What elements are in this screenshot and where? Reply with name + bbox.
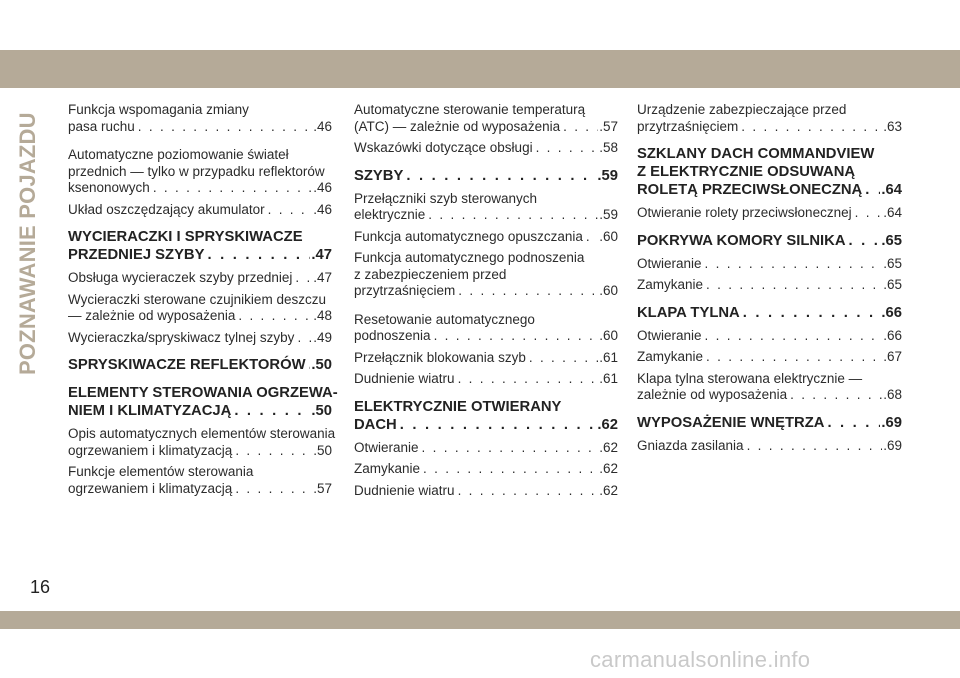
dot-leader bbox=[292, 270, 312, 287]
toc-entry-text: Z ELEKTRYCZNIE ODSUWANĄ bbox=[637, 164, 856, 180]
toc-entry-lastline bbox=[637, 277, 902, 294]
toc-entry[interactable] bbox=[354, 371, 618, 388]
toc-entry-text: Opis automatycznych elementów sterowania bbox=[68, 426, 336, 441]
toc-entry[interactable] bbox=[68, 426, 336, 459]
dot-leader bbox=[744, 438, 883, 455]
dot-leader bbox=[205, 246, 311, 264]
toc-entry-title: elektrycznie bbox=[354, 207, 426, 222]
toc-page-ref: .57 bbox=[599, 118, 618, 134]
toc-entry-lastline bbox=[637, 232, 902, 250]
toc-entry-text: Wycieraczki sterowane czujnikiem deszczu bbox=[68, 291, 326, 307]
toc-entry-lastline bbox=[354, 461, 618, 478]
watermark: carmanualsonline.info bbox=[590, 647, 811, 672]
dot-leader bbox=[738, 119, 882, 136]
toc-entry-title: Zamykanie bbox=[354, 461, 421, 476]
toc-page-ref: .60 bbox=[599, 328, 618, 343]
toc-entry-text: WYCIERACZKI I SPRYSKIWACZE bbox=[68, 229, 303, 245]
toc-page-ref: .66 bbox=[883, 327, 902, 343]
toc-entry-lastline bbox=[68, 443, 332, 460]
toc-column-3 bbox=[637, 102, 902, 459]
toc-entry[interactable] bbox=[354, 312, 618, 345]
toc-entry-lastline bbox=[354, 167, 618, 185]
toc-entry[interactable] bbox=[354, 229, 618, 246]
toc-entry-lastline bbox=[354, 140, 618, 157]
toc-entry-title: Dudnienie wiatru bbox=[354, 371, 455, 386]
header-band bbox=[0, 50, 960, 88]
toc-page-ref: .49 bbox=[313, 329, 332, 345]
dot-leader bbox=[431, 328, 599, 345]
toc-entry-lastline bbox=[637, 387, 902, 404]
toc-entry-title: pasa ruchu bbox=[68, 118, 135, 134]
toc-entry-lastline bbox=[354, 207, 618, 224]
toc-entry[interactable] bbox=[637, 277, 902, 294]
section-side-title: POZNAWANIE POJAZDU bbox=[15, 112, 40, 375]
toc-entry-title: POKRYWA KOMORY SILNIKA bbox=[637, 232, 846, 249]
toc-entry[interactable] bbox=[354, 440, 618, 457]
toc-page-ref: .63 bbox=[883, 118, 902, 134]
dot-leader bbox=[455, 483, 599, 500]
toc-entry-lastline bbox=[354, 283, 618, 300]
toc-entry[interactable] bbox=[637, 328, 902, 345]
toc-page-ref: .64 bbox=[881, 182, 902, 198]
toc-entry-title: Funkcja automatycznego opuszczania bbox=[354, 228, 583, 244]
toc-entry-lastline bbox=[354, 119, 618, 136]
toc-entry-lastline bbox=[637, 119, 902, 136]
dot-leader bbox=[265, 202, 313, 219]
toc-page-ref: .67 bbox=[883, 349, 902, 364]
toc-entry-text: Funkcja wspomagania zmiany bbox=[68, 102, 249, 117]
toc-entry-lastline bbox=[354, 328, 618, 345]
toc-entry-text: Automatyczne poziomowanie świateł bbox=[68, 147, 289, 162]
dot-leader bbox=[231, 402, 310, 420]
toc-entry-lastline bbox=[68, 481, 332, 498]
toc-entry-lastline bbox=[68, 402, 332, 420]
toc-entry-title: Gniazda zasilania bbox=[637, 437, 744, 453]
toc-entry[interactable] bbox=[68, 464, 332, 497]
toc-entry-title: WYPOSAŻENIE WNĘTRZA bbox=[637, 414, 825, 431]
toc-entry-title: ksenonowych bbox=[68, 180, 150, 195]
toc-entry-lastline bbox=[354, 483, 618, 500]
toc-entry-title: Dudnienie wiatru bbox=[354, 482, 455, 498]
toc-entry-lastline bbox=[354, 350, 618, 367]
toc-entry-text: z zabezpieczeniem przed bbox=[354, 266, 507, 282]
toc-page-ref: .64 bbox=[883, 205, 902, 220]
toc-entry-title: podnoszenia bbox=[354, 328, 431, 343]
toc-page-ref: .69 bbox=[881, 414, 902, 431]
dot-leader bbox=[403, 167, 596, 185]
toc-entry-title: SPRYSKIWACZE REFLEKTORÓW bbox=[68, 357, 306, 373]
toc-page-ref: .57 bbox=[313, 480, 332, 496]
toc-heading[interactable] bbox=[637, 414, 902, 432]
toc-entry[interactable] bbox=[354, 191, 618, 224]
toc-entry-title: PRZEDNIEJ SZYBY bbox=[68, 247, 205, 263]
dot-leader bbox=[740, 304, 881, 322]
toc-entry-lastline bbox=[637, 414, 902, 432]
toc-entry-title: (ATC) — zależnie od wyposażenia bbox=[354, 118, 561, 134]
toc-entry[interactable] bbox=[354, 250, 618, 300]
toc-entry[interactable] bbox=[637, 438, 902, 455]
toc-entry-title: Wskazówki dotyczące obsługi bbox=[354, 140, 533, 155]
toc-page-ref: .61 bbox=[599, 349, 618, 365]
dot-leader bbox=[787, 387, 882, 404]
toc-entry-lastline bbox=[68, 356, 332, 374]
dot-leader bbox=[703, 277, 882, 294]
toc-entry[interactable] bbox=[354, 483, 618, 500]
dot-leader bbox=[702, 256, 883, 273]
toc-entry[interactable] bbox=[637, 349, 902, 366]
toc-column-1 bbox=[68, 102, 338, 502]
dot-leader bbox=[455, 283, 598, 300]
toc-heading[interactable] bbox=[637, 232, 902, 250]
toc-entry-text: Przełączniki szyb sterowanych bbox=[354, 190, 538, 206]
toc-page-ref: .47 bbox=[313, 270, 332, 285]
toc-entry-lastline bbox=[637, 256, 902, 273]
toc-heading[interactable] bbox=[637, 304, 902, 322]
toc-entry-title: Zamykanie bbox=[637, 349, 704, 364]
toc-entry-lastline bbox=[68, 330, 332, 347]
toc-entry-text: ELEKTRYCZNIE OTWIERANY bbox=[354, 398, 562, 415]
toc-page-ref: .62 bbox=[599, 482, 618, 498]
toc-entry-text: Klapa tylna sterowana elektrycznie — bbox=[637, 370, 863, 386]
toc-page-ref: .65 bbox=[881, 232, 902, 249]
toc-entry[interactable] bbox=[637, 256, 902, 273]
toc-entry[interactable] bbox=[354, 461, 618, 478]
toc-entry-lastline bbox=[637, 304, 902, 322]
toc-entry-title: ROLETĄ PRZECIWSŁONECZNĄ bbox=[637, 182, 863, 198]
toc-page-ref: .59 bbox=[599, 207, 618, 222]
toc-page-ref: .61 bbox=[599, 371, 618, 386]
toc-entry-text: Urządzenie zabezpieczające przed bbox=[637, 102, 847, 117]
toc-entry[interactable] bbox=[354, 140, 618, 157]
dot-leader bbox=[846, 232, 881, 250]
toc-entry-title: przytrzaśnięciem bbox=[354, 283, 456, 298]
toc-entry-text: przednich — tylko w przypadku reflektorów bbox=[68, 163, 325, 179]
dot-leader bbox=[397, 416, 597, 434]
toc-entry-title: Otwieranie rolety przeciwsłonecznej bbox=[637, 205, 852, 220]
toc-entry-title: Układ oszczędzający akumulator bbox=[68, 201, 265, 217]
toc-page-ref: .65 bbox=[883, 255, 902, 271]
toc-entry[interactable] bbox=[68, 330, 332, 347]
toc-heading[interactable] bbox=[354, 167, 618, 185]
dot-leader bbox=[135, 119, 312, 136]
page-number: 16 bbox=[30, 577, 51, 597]
toc-entry-text: Automatyczne sterowanie temperaturą bbox=[354, 102, 586, 117]
toc-entry[interactable] bbox=[68, 270, 332, 287]
dot-leader bbox=[235, 308, 312, 325]
toc-entry[interactable] bbox=[637, 205, 902, 222]
toc-entry-lastline bbox=[354, 371, 618, 388]
dot-leader bbox=[420, 461, 598, 478]
toc-page-ref: .46 bbox=[313, 180, 332, 195]
dot-leader bbox=[419, 440, 599, 457]
toc-page-ref: .62 bbox=[599, 439, 618, 455]
dot-leader bbox=[702, 328, 883, 345]
dot-leader bbox=[824, 414, 880, 432]
toc-entry-text: ELEMENTY STEROWANIA OGRZEWA- bbox=[68, 385, 338, 401]
toc-entry-title: DACH bbox=[354, 416, 397, 433]
toc-entry-title: zależnie od wyposażenia bbox=[637, 387, 788, 402]
toc-entry[interactable] bbox=[68, 102, 332, 135]
dot-leader bbox=[526, 350, 598, 367]
toc-page-ref: .60 bbox=[599, 228, 618, 244]
toc-page-ref: .47 bbox=[311, 247, 332, 263]
dot-leader bbox=[862, 181, 880, 199]
toc-page-ref: .65 bbox=[883, 277, 902, 292]
toc-entry[interactable] bbox=[637, 102, 902, 135]
toc-heading[interactable] bbox=[68, 384, 338, 420]
toc-page-ref: .66 bbox=[881, 304, 902, 321]
dot-leader bbox=[150, 180, 312, 197]
toc-entry-title: ogrzewaniem i klimatyzacją bbox=[68, 480, 233, 496]
toc-entry-title: Zamykanie bbox=[637, 277, 704, 292]
toc-entry-title: przytrzaśnięciem bbox=[637, 118, 739, 134]
toc-page-ref: .50 bbox=[311, 357, 332, 373]
toc-heading[interactable] bbox=[68, 356, 332, 374]
dot-leader bbox=[232, 443, 312, 460]
toc-entry[interactable] bbox=[68, 202, 332, 219]
toc-entry-title: Wycieraczka/spryskiwacz tylnej szyby bbox=[68, 329, 295, 345]
toc-entry-title: ogrzewaniem i klimatyzacją bbox=[68, 442, 233, 458]
toc-entry-lastline bbox=[68, 119, 332, 136]
toc-entry[interactable] bbox=[354, 102, 618, 135]
toc-entry-lastline bbox=[637, 438, 902, 455]
toc-page-ref: .48 bbox=[313, 308, 332, 323]
dot-leader bbox=[425, 207, 598, 224]
toc-entry-lastline bbox=[68, 246, 332, 264]
dot-leader bbox=[852, 205, 883, 222]
toc-entry-lastline bbox=[68, 308, 332, 325]
dot-leader bbox=[533, 140, 599, 157]
toc-entry-title: Otwieranie bbox=[637, 255, 702, 271]
toc-page-ref: .69 bbox=[883, 437, 902, 453]
toc-entry-lastline bbox=[354, 440, 618, 457]
toc-entry-title: KLAPA TYLNA bbox=[637, 304, 740, 321]
toc-entry-lastline bbox=[637, 328, 902, 345]
toc-page-ref: .62 bbox=[597, 416, 618, 433]
toc-page-ref: .50 bbox=[311, 403, 332, 419]
toc-page-ref: .62 bbox=[599, 461, 618, 476]
footer-band bbox=[0, 611, 960, 629]
toc-entry-lastline bbox=[637, 181, 902, 199]
toc-entry[interactable] bbox=[68, 147, 332, 197]
toc-entry-title: Otwieranie bbox=[637, 327, 702, 343]
toc-entry-title: Otwieranie bbox=[354, 439, 419, 455]
dot-leader bbox=[455, 371, 599, 388]
toc-entry-lastline bbox=[637, 349, 902, 366]
toc-entry-text: Resetowanie automatycznego bbox=[354, 311, 535, 327]
toc-entry[interactable] bbox=[68, 292, 332, 325]
toc-entry[interactable] bbox=[354, 350, 618, 367]
toc-heading[interactable] bbox=[637, 145, 902, 199]
toc-entry-title: Przełącznik blokowania szyb bbox=[354, 349, 526, 365]
toc-entry-title: — zależnie od wyposażenia bbox=[68, 308, 236, 323]
toc-entry-lastline bbox=[637, 205, 902, 222]
toc-entry-title: NIEM I KLIMATYZACJĄ bbox=[68, 403, 232, 419]
toc-column-2 bbox=[354, 102, 618, 504]
dot-leader bbox=[294, 330, 312, 347]
toc-page-ref: .68 bbox=[883, 387, 902, 402]
toc-page-ref: .59 bbox=[597, 167, 618, 184]
toc-entry-lastline bbox=[68, 180, 332, 197]
toc-page-ref: .46 bbox=[313, 118, 332, 134]
dot-leader bbox=[583, 229, 598, 246]
toc-entry-lastline bbox=[68, 202, 332, 219]
toc-heading[interactable] bbox=[68, 228, 332, 264]
dot-leader bbox=[232, 481, 312, 498]
toc-entry[interactable] bbox=[637, 371, 902, 404]
toc-heading[interactable] bbox=[354, 398, 618, 434]
toc-entry-lastline bbox=[354, 416, 618, 434]
dot-leader bbox=[560, 119, 598, 136]
dot-leader bbox=[703, 349, 882, 366]
toc-entry-text: Funkcje elementów sterowania bbox=[68, 464, 254, 479]
toc-entry-text: Funkcja automatycznego podnoszenia bbox=[354, 250, 585, 265]
toc-entry-title: SZYBY bbox=[354, 167, 404, 184]
toc-page-ref: .60 bbox=[599, 283, 618, 298]
toc-page-ref: .50 bbox=[313, 442, 332, 458]
toc-entry-lastline bbox=[68, 270, 332, 287]
toc-page-ref: .46 bbox=[313, 201, 332, 217]
toc-entry-title: Obsługa wycieraczek szyby przedniej bbox=[68, 270, 293, 285]
toc-entry-lastline bbox=[354, 229, 618, 246]
toc-page-ref: .58 bbox=[599, 140, 618, 155]
toc-entry-text: SZKLANY DACH COMMANDVIEW bbox=[637, 146, 875, 162]
